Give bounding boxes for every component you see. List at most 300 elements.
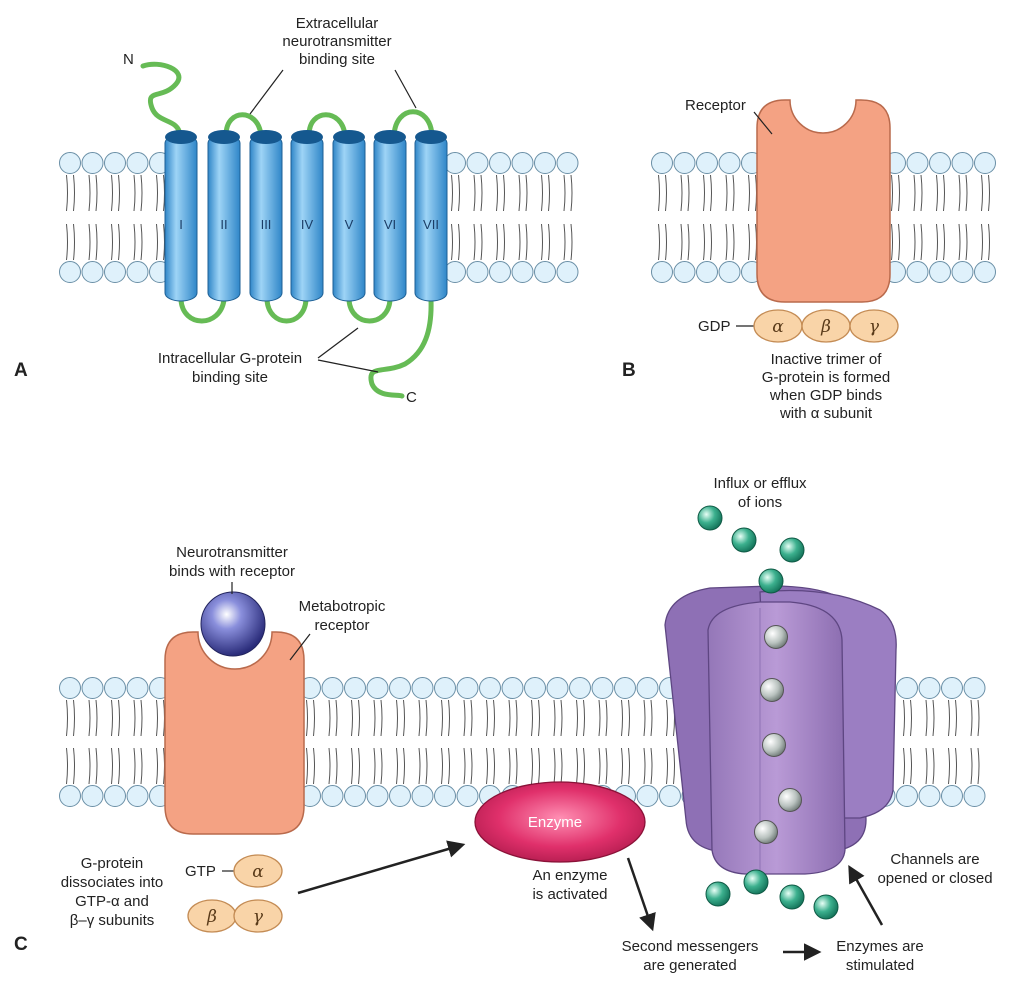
lipid-tail xyxy=(892,224,893,260)
lipid-tail xyxy=(464,748,465,784)
lipid-head xyxy=(975,153,996,174)
lipid-head xyxy=(60,678,81,699)
lipid-head xyxy=(652,153,673,174)
lipid-head xyxy=(674,153,695,174)
lipid-tail xyxy=(494,748,495,784)
lipid-tail xyxy=(606,700,607,736)
lipid-head xyxy=(557,262,578,283)
lipid-tail xyxy=(459,224,460,260)
enzymes-stimulated-label xyxy=(836,938,924,974)
lipid-tail xyxy=(933,748,934,784)
lipid-tail xyxy=(336,700,337,736)
panel-b-label: B xyxy=(622,360,636,381)
metabotropic-label xyxy=(299,598,386,634)
lipid-head xyxy=(592,678,613,699)
lipid-tail xyxy=(426,700,427,736)
lipid-tail xyxy=(74,224,75,260)
panel-a-label: A xyxy=(14,360,28,381)
lipid-head xyxy=(697,153,718,174)
lipid-tail xyxy=(449,700,450,736)
lipid-head xyxy=(445,262,466,283)
lipid-head xyxy=(390,786,411,807)
lipid-tail xyxy=(314,748,315,784)
lipid-head xyxy=(930,153,951,174)
helix-label: I xyxy=(179,217,183,232)
lipid-tail xyxy=(336,748,337,784)
ion-outside xyxy=(780,538,804,562)
lipid-head xyxy=(502,678,523,699)
panel-c xyxy=(14,475,993,974)
lipid-tail xyxy=(532,700,533,736)
helix-4 xyxy=(291,130,323,301)
lipid-tail xyxy=(307,748,308,784)
lipid-tail xyxy=(67,224,68,260)
lipid-head xyxy=(964,678,985,699)
lipid-tail xyxy=(651,748,652,784)
lipid-tail xyxy=(937,175,938,211)
beta-symbol-c: β xyxy=(207,907,217,927)
lipid-head xyxy=(390,678,411,699)
arrow-gprotein-to-enzyme xyxy=(298,845,462,893)
second-messengers-label xyxy=(622,938,759,974)
lipid-tail xyxy=(674,748,675,784)
lipid-tail xyxy=(584,700,585,736)
lipid-head xyxy=(127,153,148,174)
lipid-head xyxy=(637,678,658,699)
lipid-tail xyxy=(564,175,565,211)
lipid-head xyxy=(82,678,103,699)
lipid-head xyxy=(547,678,568,699)
ion-in-channel xyxy=(761,679,784,702)
lipid-head xyxy=(719,262,740,283)
lipid-tail xyxy=(956,748,957,784)
lipid-tail xyxy=(352,700,353,736)
extracellular-line-1: Extracellular xyxy=(295,15,379,32)
lipid-tail xyxy=(549,175,550,211)
lipid-tail xyxy=(667,700,668,736)
lipid-tail xyxy=(599,700,600,736)
lipid-tail xyxy=(577,748,578,784)
lipid-head xyxy=(512,153,533,174)
lipid-tail xyxy=(726,224,727,260)
lipid-head xyxy=(652,262,673,283)
lipid-head xyxy=(490,153,511,174)
second-messengers-line-2: are generated xyxy=(643,957,737,974)
extracellular-site-label xyxy=(282,15,391,68)
helix-top-cap xyxy=(415,130,447,144)
lipid-head xyxy=(480,678,501,699)
lipid-tail xyxy=(89,224,90,260)
lipid-head xyxy=(105,153,126,174)
lipid-tail xyxy=(644,748,645,784)
lipid-tail xyxy=(622,748,623,784)
metabotropic-line-1: Metabotropic xyxy=(298,598,386,615)
lipid-tail xyxy=(911,748,912,784)
ion-in-channel xyxy=(755,821,778,844)
lipid-tail xyxy=(571,224,572,260)
lipid-tail xyxy=(474,175,475,211)
lipid-tail xyxy=(914,224,915,260)
intracellular-leader-lines xyxy=(318,328,378,372)
lipid-tail xyxy=(554,748,555,784)
lipid-head xyxy=(105,786,126,807)
lipid-tail xyxy=(989,175,990,211)
lipid-head xyxy=(674,262,695,283)
lipid-tail xyxy=(359,700,360,736)
c-terminal-tail xyxy=(371,300,431,396)
helix-3 xyxy=(250,130,282,301)
neurotransmitter-ball xyxy=(201,592,265,656)
gdp-label: GDP xyxy=(698,318,731,335)
lipid-tail xyxy=(404,700,405,736)
lipid-tail xyxy=(532,748,533,784)
lipid-head xyxy=(964,786,985,807)
lipid-tail xyxy=(374,748,375,784)
c-terminus-label: C xyxy=(406,389,417,406)
lipid-tail xyxy=(584,748,585,784)
helix-label: IV xyxy=(300,217,314,232)
lipid-tail xyxy=(959,224,960,260)
lipid-head xyxy=(457,786,478,807)
lipid-tail xyxy=(442,748,443,784)
lipid-tail xyxy=(74,700,75,736)
lipid-tail xyxy=(899,224,900,260)
bilayer-segment xyxy=(652,153,763,283)
lipid-tail xyxy=(497,175,498,211)
lipid-head xyxy=(322,786,343,807)
lipid-tail xyxy=(112,700,113,736)
lipid-head xyxy=(719,153,740,174)
lipid-tail xyxy=(914,175,915,211)
trimer-caption-4: with α subunit xyxy=(779,405,873,422)
lipid-tail xyxy=(89,700,90,736)
intracellular-line-2: binding site xyxy=(192,369,268,386)
lipid-tail xyxy=(726,175,727,211)
extracellular-line-3: binding site xyxy=(299,51,375,68)
g-protein-caption-1: G-protein xyxy=(80,855,144,872)
lipid-tail xyxy=(419,700,420,736)
lipid-tail xyxy=(141,224,142,260)
lipid-tail xyxy=(164,175,165,211)
lipid-tail xyxy=(629,748,630,784)
channels-line-1: Channels are xyxy=(890,851,980,868)
lipid-head xyxy=(930,262,951,283)
helix-top-cap xyxy=(208,130,240,144)
lipid-tail xyxy=(542,175,543,211)
channels-line-2: opened or closed xyxy=(877,870,993,887)
lipid-head xyxy=(82,262,103,283)
lipid-head xyxy=(345,678,366,699)
lipid-tail xyxy=(329,700,330,736)
lipid-head xyxy=(637,786,658,807)
ion-outside xyxy=(706,882,730,906)
helix-7 xyxy=(415,130,447,301)
neurotransmitter-line-2: binds with receptor xyxy=(169,563,295,580)
lipid-tail xyxy=(704,224,705,260)
helix-top-cap xyxy=(250,130,282,144)
lipid-head xyxy=(907,262,928,283)
lipid-tail xyxy=(89,175,90,211)
lipid-head xyxy=(127,678,148,699)
lipid-head xyxy=(615,678,636,699)
lipid-tail xyxy=(134,700,135,736)
ions-label xyxy=(713,475,807,511)
lipid-head xyxy=(60,153,81,174)
lipid-head xyxy=(535,262,556,283)
helix-label: VI xyxy=(383,217,397,232)
lipid-tail xyxy=(96,748,97,784)
lipid-tail xyxy=(497,224,498,260)
lipid-tail xyxy=(978,748,979,784)
lipid-tail xyxy=(157,224,158,260)
lipid-head xyxy=(467,153,488,174)
intracellular-site-label xyxy=(158,350,302,386)
lipid-tail xyxy=(659,224,660,260)
lipid-head xyxy=(942,786,963,807)
lipid-tail xyxy=(452,224,453,260)
lipid-tail xyxy=(67,175,68,211)
lipid-tail xyxy=(989,224,990,260)
lipid-tail xyxy=(599,748,600,784)
bilayer-segment xyxy=(300,678,704,807)
helix-6 xyxy=(374,130,406,301)
ion-outside xyxy=(759,569,783,593)
lipid-tail xyxy=(899,175,900,211)
receptor-label: Receptor xyxy=(685,97,746,114)
lipid-tail xyxy=(561,700,562,736)
enzyme-activated-line-2: is activated xyxy=(532,886,608,903)
lipid-tail xyxy=(944,175,945,211)
lipid-tail xyxy=(519,175,520,211)
alpha-symbol: α xyxy=(772,317,784,337)
lipid-tail xyxy=(74,175,75,211)
lipid-tail xyxy=(157,748,158,784)
lipid-head xyxy=(345,786,366,807)
lipid-tail xyxy=(681,175,682,211)
lipid-tail xyxy=(452,175,453,211)
lipid-tail xyxy=(381,748,382,784)
helix-top-cap xyxy=(333,130,365,144)
ion-outside xyxy=(732,528,756,552)
helix-label: II xyxy=(220,217,228,232)
lipid-tail xyxy=(381,700,382,736)
trimer-caption-2: G-protein is formed xyxy=(761,369,891,386)
lipid-tail xyxy=(659,175,660,211)
extracellular-line-2: neurotransmitter xyxy=(282,33,392,50)
lipid-tail xyxy=(542,224,543,260)
extracellular-leader-lines xyxy=(250,70,416,114)
intracellular-loop-3 xyxy=(349,300,390,321)
lipid-head xyxy=(512,262,533,283)
lipid-tail xyxy=(982,175,983,211)
lipid-head xyxy=(105,262,126,283)
lipid-head xyxy=(897,786,918,807)
lipid-tail xyxy=(892,175,893,211)
ion-outside xyxy=(744,870,768,894)
lipid-tail xyxy=(404,748,405,784)
beta-symbol: β xyxy=(821,317,831,337)
panel-c-label: C xyxy=(14,934,28,955)
intracellular-line-1: Intracellular G-protein xyxy=(157,350,303,367)
lipid-tail xyxy=(112,748,113,784)
lipid-tail xyxy=(629,700,630,736)
lipid-head xyxy=(60,786,81,807)
lipid-tail xyxy=(157,700,158,736)
lipid-tail xyxy=(539,700,540,736)
arrow-enzyme-to-messengers xyxy=(628,858,652,928)
lipid-tail xyxy=(667,748,668,784)
lipid-tail xyxy=(516,748,517,784)
bilayer-segment xyxy=(60,153,171,283)
lipid-head xyxy=(412,786,433,807)
lipid-tail xyxy=(949,748,950,784)
gamma-symbol: γ xyxy=(868,317,880,337)
gtp-label: GTP xyxy=(185,863,216,880)
neurotransmitter-line-1: Neurotransmitter xyxy=(176,544,288,561)
lipid-tail xyxy=(982,224,983,260)
lipid-head xyxy=(435,786,456,807)
lipid-tail xyxy=(681,224,682,260)
lipid-tail xyxy=(141,700,142,736)
ions-line-1: Influx or efflux xyxy=(713,475,807,492)
lipid-tail xyxy=(419,748,420,784)
lipid-tail xyxy=(164,224,165,260)
lipid-tail xyxy=(134,748,135,784)
helix-1 xyxy=(165,130,197,301)
lipid-tail xyxy=(307,700,308,736)
lipid-tail xyxy=(539,748,540,784)
helix-top-cap xyxy=(374,130,406,144)
lipid-head xyxy=(907,153,928,174)
lipid-head xyxy=(919,786,940,807)
lipid-tail xyxy=(464,700,465,736)
enzymes-stimulated-line-2: stimulated xyxy=(845,957,915,974)
lipid-tail xyxy=(956,700,957,736)
lipid-tail xyxy=(504,175,505,211)
lipid-tail xyxy=(904,748,905,784)
lipid-tail xyxy=(949,700,950,736)
helix-label: VII xyxy=(423,217,439,232)
lipid-head xyxy=(412,678,433,699)
lipid-tail xyxy=(966,224,967,260)
lipid-tail xyxy=(944,224,945,260)
lipid-tail xyxy=(426,748,427,784)
trimer-caption-1: Inactive trimer of xyxy=(770,351,882,368)
lipid-tail xyxy=(89,748,90,784)
receptor-shape xyxy=(757,100,890,302)
lipid-head xyxy=(952,262,973,283)
lipid-tail xyxy=(397,700,398,736)
lipid-tail xyxy=(119,748,120,784)
lipid-head xyxy=(952,153,973,174)
neurotransmitter-label xyxy=(169,544,295,580)
transmembrane-helices xyxy=(165,130,447,301)
lipid-head xyxy=(525,678,546,699)
trimer-caption-3: when GDP binds xyxy=(769,387,883,404)
panel-a xyxy=(14,15,447,406)
lipid-tail xyxy=(449,748,450,784)
helix-2 xyxy=(208,130,240,301)
lipid-tail xyxy=(119,700,120,736)
gtp-alpha-symbol: α xyxy=(252,862,264,882)
lipid-head xyxy=(127,262,148,283)
lipid-tail xyxy=(933,700,934,736)
lipid-tail xyxy=(374,700,375,736)
lipid-tail xyxy=(397,748,398,784)
lipid-tail xyxy=(959,175,960,211)
lipid-tail xyxy=(112,224,113,260)
ion-in-channel xyxy=(779,789,802,812)
lipid-head xyxy=(105,678,126,699)
lipid-tail xyxy=(329,748,330,784)
lipid-tail xyxy=(526,175,527,211)
lipid-head xyxy=(897,678,918,699)
gamma-symbol-c: γ xyxy=(252,907,264,927)
lipid-tail xyxy=(67,700,68,736)
lipid-tail xyxy=(119,224,120,260)
bilayer-segment xyxy=(60,678,171,807)
intracellular-loop-1 xyxy=(181,300,224,321)
bilayer-segment xyxy=(885,153,996,283)
helix-top-cap xyxy=(291,130,323,144)
metabotropic-line-2: receptor xyxy=(314,617,370,634)
lipid-tail xyxy=(622,700,623,736)
enzyme-label: Enzyme xyxy=(527,814,583,831)
ions-line-2: of ions xyxy=(737,494,783,511)
lipid-head xyxy=(127,786,148,807)
lipid-tail xyxy=(911,700,912,736)
lipid-tail xyxy=(926,700,927,736)
lipid-head xyxy=(557,153,578,174)
lipid-head xyxy=(435,678,456,699)
lipid-tail xyxy=(474,224,475,260)
lipid-tail xyxy=(749,224,750,260)
lipid-tail xyxy=(134,175,135,211)
lipid-tail xyxy=(504,224,505,260)
lipid-tail xyxy=(644,700,645,736)
ion-outside xyxy=(698,506,722,530)
lipid-tail xyxy=(359,748,360,784)
enzyme-activated-label xyxy=(532,867,607,903)
lipid-tail xyxy=(352,748,353,784)
lipid-tail xyxy=(571,175,572,211)
lipid-tail xyxy=(606,748,607,784)
lipid-tail xyxy=(509,700,510,736)
ion-outside xyxy=(814,895,838,919)
lipid-tail xyxy=(487,748,488,784)
helix-label: III xyxy=(260,217,272,232)
lipid-head xyxy=(570,678,591,699)
lipid-tail xyxy=(314,700,315,736)
g-protein-caption-4: β–γ subunits xyxy=(69,912,155,929)
g-protein-caption-2: dissociates into xyxy=(60,874,164,891)
lipid-tail xyxy=(688,224,689,260)
trimer-caption xyxy=(762,351,890,422)
lipid-head xyxy=(367,678,388,699)
n-terminus-label: N xyxy=(123,51,134,68)
lipid-head xyxy=(445,153,466,174)
second-messengers-line-1: Second messengers xyxy=(621,938,759,955)
lipid-tail xyxy=(471,748,472,784)
lipid-tail xyxy=(564,224,565,260)
lipid-tail xyxy=(494,700,495,736)
intracellular-loop-2 xyxy=(267,300,306,321)
ion-in-channel xyxy=(763,734,786,757)
ion-outside xyxy=(780,885,804,909)
lipid-head xyxy=(697,262,718,283)
lipid-head xyxy=(975,262,996,283)
lipid-tail xyxy=(978,700,979,736)
